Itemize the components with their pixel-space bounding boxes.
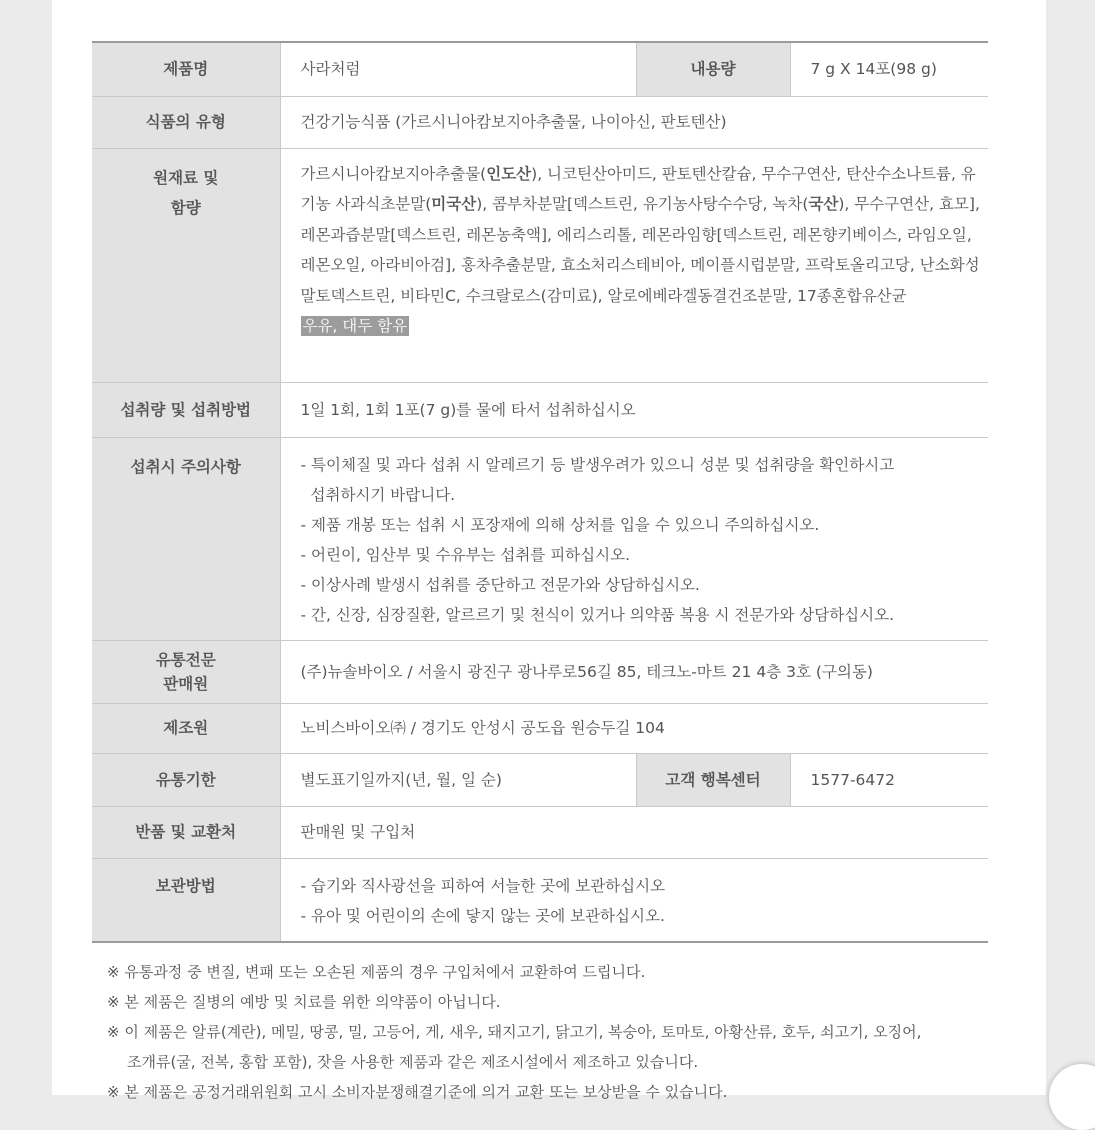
caution-item: - 이상사례 발생시 섭취를 중단하고 전문가와 상담하십시오.	[300, 575, 700, 594]
footnote: ※ 본 제품은 공정거래위원회 고시 소비자분쟁해결기준에 의거 교환 또는 보상받을 수 있습니다.	[107, 1083, 728, 1101]
allergen-badge: 우유, 대두 함유	[302, 317, 408, 335]
storage-item: - 습기와 직사광선을 피하여 서늘한 곳에 보관하십시오	[300, 876, 666, 895]
ingredients-seg4: ), 무수구연산, 효모], 레몬과즙분말[덱스트린, 레몬농축액], 에리스리톨, 레몬라임향[덱스트린, 레몬향키베이스, 라임오일, 레몬오일, 아라비아검], 홍차추출분말, 효소처리스테비아, 메이플시럽분말, 프락토올리고당, 난소화성말토덱스트린, 비타민C, 수크랄로스(감미료), 알로에베라겔동결건조분말, 17종혼합유산균	[300, 195, 980, 305]
footnotes	[107, 957, 1007, 1107]
label-customer-center: 고객 행복센터	[636, 753, 790, 806]
row-ingredients	[92, 148, 988, 382]
label-returns: 반품 및 교환처	[92, 806, 280, 858]
ingredients-origin-india: 인도산	[486, 164, 532, 183]
caution-item: - 제품 개봉 또는 섭취 시 포장재에 의해 상처를 입을 수 있으니 주의하십시오.	[300, 515, 820, 534]
label-expiry: 유통기한	[92, 753, 280, 806]
storage-item: - 유아 및 어린이의 손에 닿지 않는 곳에 보관하십시오.	[300, 906, 665, 925]
caution-item: - 어린이, 임산부 및 수유부는 섭취를 피하십시오.	[300, 545, 630, 564]
value-distributor: (주)뉴솔바이오 / 서울시 광진구 광나루로56길 85, 테크노-마트 21 4층 3호 (구의동)	[280, 640, 988, 703]
ingredients-origin-korea: 국산	[808, 195, 839, 213]
row-cautions	[92, 437, 988, 640]
ingredients-seg3: ), 콤부차분말[덱스트린, 유기농사탕수수당, 녹차(	[476, 195, 809, 213]
label-distributor-line2: 판매원	[163, 674, 209, 693]
row-manufacturer	[92, 703, 988, 753]
footnote: ※ 유통과정 중 변질, 변패 또는 오손된 제품의 경우 구입처에서 교환하여 드립니다.	[107, 963, 646, 981]
label-distributor-line1: 유통전문	[155, 650, 216, 669]
label-ingredients-line2: 함량	[170, 198, 201, 217]
value-returns: 판매원 및 구입처	[280, 806, 988, 858]
row-storage	[92, 858, 988, 942]
row-returns	[92, 806, 988, 858]
label-distributor	[92, 640, 280, 703]
caution-item: - 특이체질 및 과다 섭취 시 알레르기 등 발생우려가 있으니 성분 및 섭취량을 확인하시고	[300, 455, 895, 474]
value-net-content: 7 g X 14포(98 g)	[790, 42, 988, 96]
value-storage	[280, 858, 988, 942]
value-manufacturer: 노비스바이오㈜ / 경기도 안성시 공도읍 원승두길 104	[280, 703, 988, 753]
footnote: 조개류(굴, 전복, 홍합 포함), 잣을 사용한 제품과 같은 제조시설에서 제조하고 있습니다.	[127, 1053, 699, 1071]
footnote: ※ 본 제품은 질병의 예방 및 치료를 위한 의약품이 아닙니다.	[107, 993, 501, 1011]
row-expiry	[92, 753, 988, 806]
product-info-sheet	[52, 0, 1046, 1101]
label-cautions: 섭취시 주의사항	[92, 437, 280, 640]
ingredients-seg2: ), 니코틴산아미드, 판토텐산칼슘, 무수구연산, 탄산수소나트륨, 유기농 사과식초분말(	[300, 164, 976, 213]
product-info-table	[92, 41, 988, 943]
caution-item: - 간, 신장, 심장질환, 알르르기 및 천식이 있거나 의약품 복용 시 전문가와 상담하십시오.	[300, 605, 895, 624]
row-intake	[92, 382, 988, 437]
value-expiry: 별도표기일까지(년, 월, 일 순)	[280, 753, 636, 806]
label-ingredients-line1: 원재료 및	[153, 168, 219, 187]
caution-item: 섭취하시기 바랍니다.	[310, 485, 456, 504]
footnote: ※ 이 제품은 알류(계란), 메밀, 땅콩, 밀, 고등어, 게, 새우, 돼지고기, 닭고기, 복숭아, 토마토, 아황산류, 호두, 쇠고기, 오징어,	[107, 1023, 922, 1041]
value-intake: 1일 1회, 1회 1포(7 g)를 물에 타서 섭취하십시오	[280, 382, 988, 437]
ingredients-seg1: 가르시니아캄보지아추출물(	[300, 164, 487, 183]
label-storage: 보관방법	[92, 858, 280, 942]
row-food-type	[92, 96, 988, 148]
value-ingredients	[280, 148, 988, 382]
label-intake: 섭취량 및 섭취방법	[92, 382, 280, 437]
ingredients-origin-usa: 미국산	[431, 195, 477, 213]
value-cautions	[280, 437, 988, 640]
label-ingredients	[92, 148, 280, 382]
value-product-name: 사라처럼	[280, 42, 636, 96]
row-distributor	[92, 640, 988, 703]
value-customer-center: 1577-6472	[790, 753, 988, 806]
value-food-type: 건강기능식품 (가르시니아캄보지아추출물, 나이아신, 판토텐산)	[280, 96, 988, 148]
label-food-type: 식품의 유형	[92, 96, 280, 148]
row-product-name	[92, 42, 988, 96]
label-manufacturer: 제조원	[92, 703, 280, 753]
label-net-content: 내용량	[636, 42, 790, 96]
label-product-name: 제품명	[92, 42, 280, 96]
floating-circle-button[interactable]	[1049, 1064, 1095, 1130]
